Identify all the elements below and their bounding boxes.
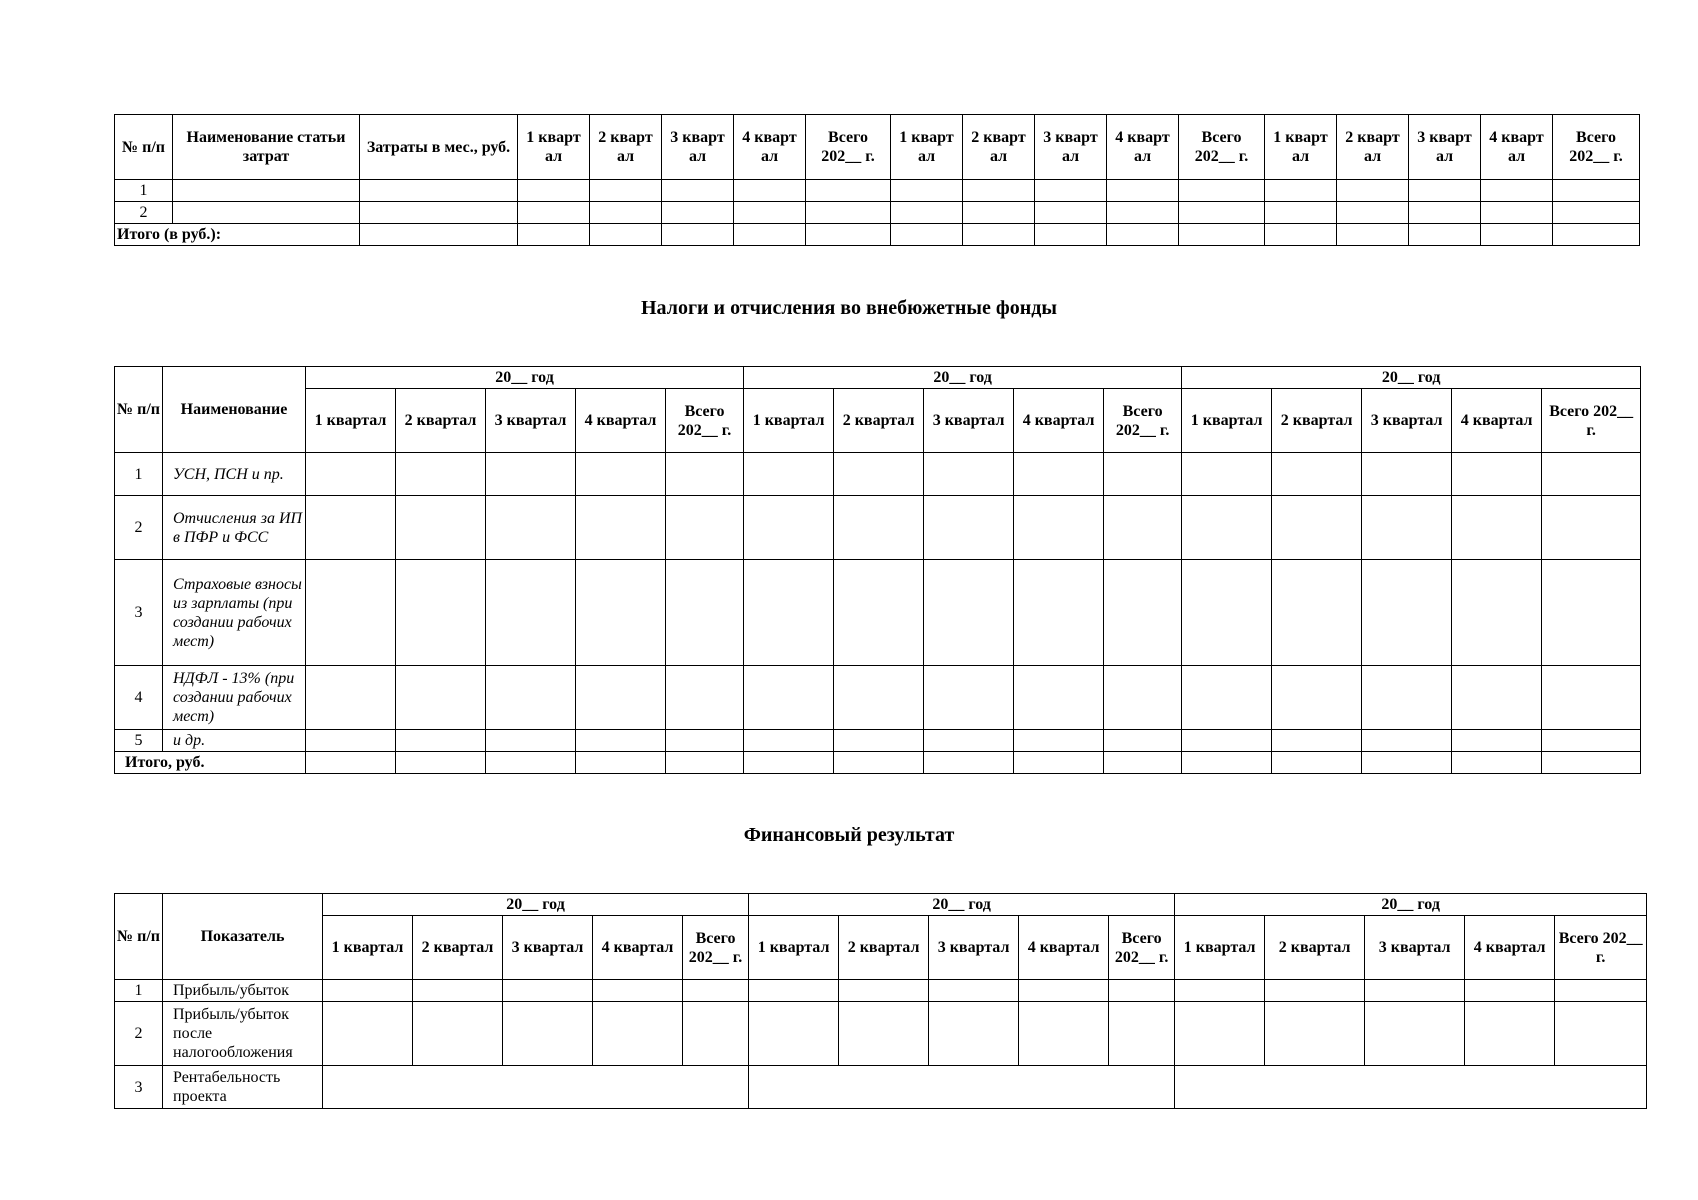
table-cell <box>1365 1002 1465 1066</box>
table-cell <box>1104 666 1182 730</box>
table-cell <box>360 224 518 246</box>
table-cell <box>360 180 518 202</box>
table-cell <box>891 202 963 224</box>
table-cell <box>891 180 963 202</box>
table-cell <box>929 1002 1019 1066</box>
header-q4: 4 квартал <box>1452 389 1542 453</box>
header-q4: 4 квартал <box>1019 916 1109 980</box>
header-total: Всего 202__ г. <box>1555 916 1647 980</box>
table-cell <box>306 730 396 752</box>
table-cell <box>666 453 744 496</box>
header-total: Всего 202__ г. <box>1179 115 1265 180</box>
table-cell <box>749 1002 839 1066</box>
table-cell <box>413 1002 503 1066</box>
table-cell <box>662 224 734 246</box>
total-label: Итого (в руб.): <box>115 224 360 246</box>
table-cell <box>590 224 662 246</box>
table-cell <box>1542 752 1641 774</box>
table-cell <box>1182 666 1272 730</box>
table-cell <box>1014 752 1104 774</box>
table-cell <box>590 202 662 224</box>
table-cell <box>593 980 683 1002</box>
table-row <box>115 496 1641 560</box>
table-cell <box>1175 980 1265 1002</box>
header-q4: 4 квартал <box>576 389 666 453</box>
header-q4: 4 кварт ал <box>1481 115 1553 180</box>
table-cell <box>173 202 360 224</box>
cost-table <box>114 114 1640 246</box>
table-cell <box>834 453 924 496</box>
row-name: Страховые взносы из зарплаты (при создании рабочих мест) <box>163 560 306 666</box>
table-cell <box>396 730 486 752</box>
header-total: Всего 202__ г. <box>1542 389 1641 453</box>
header-q1: 1 квартал <box>1175 916 1265 980</box>
table-cell <box>924 752 1014 774</box>
header-year: 20__ год <box>749 894 1175 916</box>
table-cell <box>891 224 963 246</box>
table-cell <box>1014 666 1104 730</box>
header-q1: 1 кварт ал <box>891 115 963 180</box>
table-cell <box>1104 453 1182 496</box>
table-cell <box>306 666 396 730</box>
table-cell <box>1109 1002 1175 1066</box>
table-cell <box>1362 496 1452 560</box>
table-cell <box>1452 453 1542 496</box>
table-cell <box>1265 224 1337 246</box>
section-title-taxes: Налоги и отчисления во внебюжетные фонды <box>641 297 1057 319</box>
table-cell <box>963 224 1035 246</box>
table-cell <box>576 666 666 730</box>
table-cell <box>360 202 518 224</box>
table-cell <box>1542 496 1641 560</box>
header-total: Всего 202__ г. <box>1553 115 1640 180</box>
taxes-year-row <box>115 367 1641 389</box>
table-cell <box>666 730 744 752</box>
table-cell <box>1555 980 1647 1002</box>
table-cell <box>518 180 590 202</box>
table-cell-merged <box>323 1066 749 1109</box>
taxes-quarter-row <box>115 389 1641 453</box>
header-q1: 1 кварт ал <box>1265 115 1337 180</box>
header-year: 20__ год <box>306 367 744 389</box>
table-cell <box>1014 496 1104 560</box>
table-cell <box>323 980 413 1002</box>
header-num: № п/п <box>115 367 163 453</box>
table-cell <box>1182 453 1272 496</box>
table-cell <box>323 1002 413 1066</box>
table-cell <box>1104 560 1182 666</box>
header-q3: 3 квартал <box>486 389 576 453</box>
table-cell <box>1179 202 1265 224</box>
table-cell <box>1542 453 1641 496</box>
header-year: 20__ год <box>1175 894 1647 916</box>
table-cell <box>396 752 486 774</box>
table-cell <box>1465 1002 1555 1066</box>
table-cell <box>744 560 834 666</box>
table-cell <box>1362 752 1452 774</box>
table-cell <box>413 980 503 1002</box>
table-cell <box>1014 730 1104 752</box>
table-row <box>115 730 1641 752</box>
table-row <box>115 560 1641 666</box>
total-label: Итого, руб. <box>115 752 306 774</box>
table-cell <box>662 180 734 202</box>
table-row <box>115 1002 1647 1066</box>
table-cell <box>666 560 744 666</box>
header-year: 20__ год <box>744 367 1182 389</box>
table-cell <box>683 980 749 1002</box>
table-cell <box>924 496 1014 560</box>
header-q2: 2 кварт ал <box>590 115 662 180</box>
table-cell <box>1465 980 1555 1002</box>
table-cell <box>1452 752 1542 774</box>
table-cell <box>1265 180 1337 202</box>
table-cell <box>662 202 734 224</box>
header-q2: 2 квартал <box>1265 916 1365 980</box>
table-cell <box>683 1002 749 1066</box>
table-cell <box>834 752 924 774</box>
table-cell <box>1542 666 1641 730</box>
table-cell <box>1107 224 1179 246</box>
row-name: НДФЛ - 13% (при создании рабочих мест) <box>163 666 306 730</box>
header-year: 20__ год <box>323 894 749 916</box>
table-cell <box>834 496 924 560</box>
table-cell <box>1553 180 1640 202</box>
table-cell <box>1362 666 1452 730</box>
table-cell <box>1365 980 1465 1002</box>
table-cell <box>1265 980 1365 1002</box>
header-num: № п/п <box>115 115 173 180</box>
table-row <box>115 980 1647 1002</box>
table-cell <box>924 560 1014 666</box>
taxes-table <box>114 366 1641 774</box>
table-cell <box>1481 224 1553 246</box>
table-cell <box>666 496 744 560</box>
table-cell <box>1362 560 1452 666</box>
table-cell <box>1107 202 1179 224</box>
header-name: Наименование статьи затрат <box>173 115 360 180</box>
row-num: 4 <box>115 666 163 730</box>
row-num: 1 <box>115 453 163 496</box>
header-total: Всего 202__ г. <box>1109 916 1175 980</box>
header-total: Всего 202__ г. <box>1104 389 1182 453</box>
table-cell <box>1104 752 1182 774</box>
table-cell <box>1337 224 1409 246</box>
total-row <box>115 752 1641 774</box>
header-q3: 3 кварт ал <box>1035 115 1107 180</box>
financial-result-table <box>114 893 1647 1109</box>
header-q3: 3 квартал <box>929 916 1019 980</box>
header-q1: 1 кварт ал <box>518 115 590 180</box>
table-cell <box>834 666 924 730</box>
table-cell <box>1179 224 1265 246</box>
header-q1: 1 квартал <box>323 916 413 980</box>
row-num: 1 <box>115 180 173 202</box>
row-name: УСН, ПСН и пр. <box>163 453 306 496</box>
table-cell <box>1104 496 1182 560</box>
table-cell <box>924 453 1014 496</box>
table-cell <box>173 180 360 202</box>
table-cell <box>1553 224 1640 246</box>
table-cell <box>486 453 576 496</box>
row-num: 3 <box>115 560 163 666</box>
table-cell <box>734 224 806 246</box>
table-cell <box>1109 980 1175 1002</box>
table-cell <box>744 666 834 730</box>
header-q1: 1 квартал <box>1182 389 1272 453</box>
row-name: и др. <box>163 730 306 752</box>
table-cell <box>1272 730 1362 752</box>
table-cell <box>396 453 486 496</box>
table-cell <box>306 496 396 560</box>
header-q2: 2 квартал <box>839 916 929 980</box>
table-cell <box>1035 202 1107 224</box>
header-q2: 2 квартал <box>1272 389 1362 453</box>
header-total: Всего 202__ г. <box>683 916 749 980</box>
table-cell <box>486 730 576 752</box>
table-cell <box>396 666 486 730</box>
header-q4: 4 квартал <box>1014 389 1104 453</box>
table-cell <box>1182 730 1272 752</box>
table-cell <box>1104 730 1182 752</box>
table-cell <box>749 980 839 1002</box>
table-cell <box>963 180 1035 202</box>
table-cell <box>1182 496 1272 560</box>
header-num: № п/п <box>115 894 163 980</box>
table-cell <box>1175 1002 1265 1066</box>
table-cell <box>834 730 924 752</box>
table-cell <box>1272 752 1362 774</box>
table-cell <box>1542 730 1641 752</box>
table-cell <box>1035 224 1107 246</box>
table-cell <box>1265 1002 1365 1066</box>
table-cell <box>306 560 396 666</box>
header-q2: 2 квартал <box>396 389 486 453</box>
section-title-financial-result: Финансовый результат <box>743 824 955 846</box>
row-name: Отчисления за ИП в ПФР и ФСС <box>163 496 306 560</box>
header-q3: 3 квартал <box>1365 916 1465 980</box>
table-cell <box>1019 1002 1109 1066</box>
table-cell <box>576 560 666 666</box>
table-cell <box>1272 560 1362 666</box>
header-total: Всего 202__ г. <box>666 389 744 453</box>
table-cell <box>486 496 576 560</box>
header-q4: 4 квартал <box>593 916 683 980</box>
table-cell <box>806 224 891 246</box>
table-cell <box>1362 730 1452 752</box>
table-cell <box>1452 496 1542 560</box>
header-q2: 2 кварт ал <box>963 115 1035 180</box>
row-num: 1 <box>115 980 163 1002</box>
table-cell <box>486 752 576 774</box>
table-cell <box>744 453 834 496</box>
header-name: Показатель <box>163 894 323 980</box>
table-cell <box>744 752 834 774</box>
table-cell <box>306 752 396 774</box>
table-cell <box>306 453 396 496</box>
table-cell <box>1452 730 1542 752</box>
table-row <box>115 666 1641 730</box>
table-cell <box>576 496 666 560</box>
table-cell <box>834 560 924 666</box>
table-cell <box>1337 202 1409 224</box>
table-cell <box>1107 180 1179 202</box>
header-q4: 4 кварт ал <box>1107 115 1179 180</box>
table-cell <box>839 1002 929 1066</box>
header-q1: 1 квартал <box>744 389 834 453</box>
header-q1: 1 квартал <box>749 916 839 980</box>
header-q3: 3 квартал <box>924 389 1014 453</box>
table-row <box>115 202 1640 224</box>
header-q4: 4 квартал <box>1465 916 1555 980</box>
table-cell <box>1272 453 1362 496</box>
table-cell <box>590 180 662 202</box>
table-cell <box>734 202 806 224</box>
header-q4: 4 кварт ал <box>734 115 806 180</box>
table-cell <box>486 560 576 666</box>
row-name: Рентабельность проекта <box>163 1066 323 1109</box>
result-year-row <box>115 894 1647 916</box>
table-cell <box>1542 560 1641 666</box>
row-num: 5 <box>115 730 163 752</box>
row-name: Прибыль/убыток <box>163 980 323 1002</box>
table-cell <box>396 560 486 666</box>
table-cell <box>1265 202 1337 224</box>
table-cell <box>1555 1002 1647 1066</box>
table-cell <box>1481 180 1553 202</box>
row-num: 2 <box>115 202 173 224</box>
table-cell <box>1272 496 1362 560</box>
table-cell <box>963 202 1035 224</box>
header-cost: Затраты в мес., руб. <box>360 115 518 180</box>
table-cell <box>593 1002 683 1066</box>
table-cell <box>1409 202 1481 224</box>
row-num: 2 <box>115 496 163 560</box>
table-cell <box>734 180 806 202</box>
table-cell <box>503 1002 593 1066</box>
table-cell <box>1452 666 1542 730</box>
table-cell <box>1452 560 1542 666</box>
result-quarter-row <box>115 916 1647 980</box>
header-total: Всего 202__ г. <box>806 115 891 180</box>
table-cell <box>518 202 590 224</box>
table-cell <box>1182 560 1272 666</box>
table-row <box>115 453 1641 496</box>
table-cell <box>666 752 744 774</box>
table-cell <box>929 980 1019 1002</box>
header-q2: 2 квартал <box>834 389 924 453</box>
table-cell <box>1014 560 1104 666</box>
table-cell <box>576 453 666 496</box>
table-cell <box>924 730 1014 752</box>
row-num: 2 <box>115 1002 163 1066</box>
header-q2: 2 квартал <box>413 916 503 980</box>
row-name: Прибыль/убыток после налогообложения <box>163 1002 323 1066</box>
table-cell <box>1179 180 1265 202</box>
table-cell <box>666 666 744 730</box>
table-cell <box>924 666 1014 730</box>
table-cell <box>1272 666 1362 730</box>
table-cell-merged <box>1175 1066 1647 1109</box>
table-cell <box>1014 453 1104 496</box>
row-num: 3 <box>115 1066 163 1109</box>
header-q3: 3 квартал <box>1362 389 1452 453</box>
table-cell <box>1409 180 1481 202</box>
header-name: Наименование <box>163 367 306 453</box>
table-cell <box>839 980 929 1002</box>
table-cell <box>1337 180 1409 202</box>
table-cell <box>1019 980 1109 1002</box>
header-q1: 1 квартал <box>306 389 396 453</box>
header-q3: 3 кварт ал <box>662 115 734 180</box>
table-cell <box>1182 752 1272 774</box>
table-cell-merged <box>749 1066 1175 1109</box>
table-cell <box>806 202 891 224</box>
table-cell <box>1362 453 1452 496</box>
table-row <box>115 180 1640 202</box>
table-cell <box>486 666 576 730</box>
table-cell <box>576 752 666 774</box>
table-row <box>115 1066 1647 1109</box>
table-cell <box>744 496 834 560</box>
total-row <box>115 224 1640 246</box>
header-q3: 3 квартал <box>503 916 593 980</box>
header-year: 20__ год <box>1182 367 1641 389</box>
table-cell <box>518 224 590 246</box>
header-q2: 2 кварт ал <box>1337 115 1409 180</box>
header-q3: 3 кварт ал <box>1409 115 1481 180</box>
table-cell <box>806 180 891 202</box>
cost-table-header-row <box>115 115 1640 180</box>
table-cell <box>1553 202 1640 224</box>
table-cell <box>744 730 834 752</box>
table-cell <box>1481 202 1553 224</box>
table-cell <box>1409 224 1481 246</box>
table-cell <box>503 980 593 1002</box>
table-cell <box>576 730 666 752</box>
table-cell <box>1035 180 1107 202</box>
table-cell <box>396 496 486 560</box>
